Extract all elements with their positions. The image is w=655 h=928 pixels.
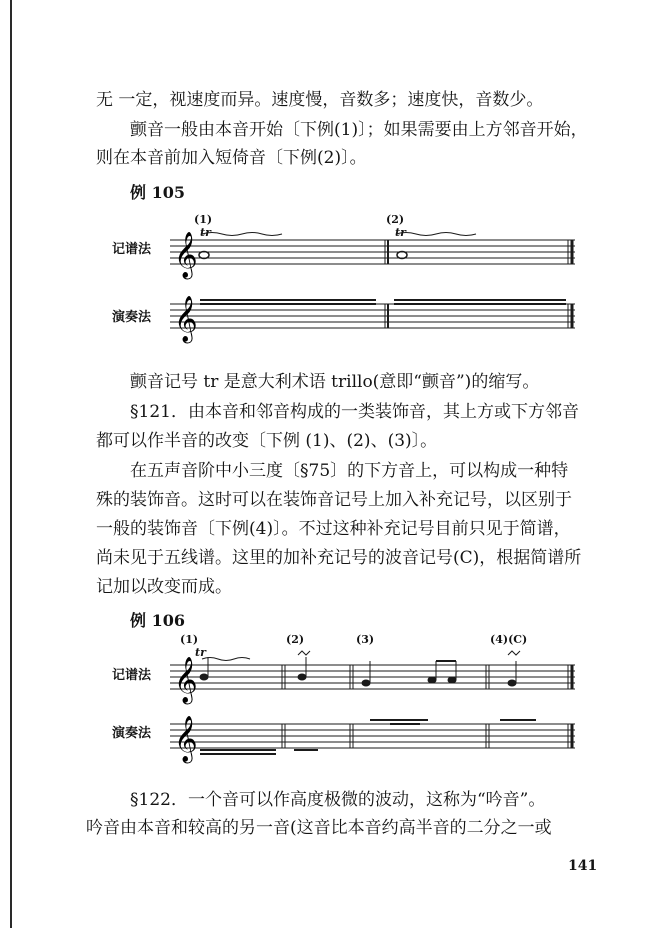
- ex106-mark-4: (4)(C): [490, 633, 528, 646]
- svg-text:𝄞: 𝄞: [174, 716, 198, 762]
- ex105-trill-2: tr: [395, 226, 406, 239]
- svg-text:𝄞: 𝄞: [174, 296, 198, 342]
- ex105-staff-notation: [170, 230, 580, 280]
- text-line-6: 都可以作半音的改变〔下例 (1)、(2)、(3)〕。: [96, 431, 438, 451]
- text-line-2: 颤音一般由本音开始〔下例(1)〕；如果需要由上方邻音开始，: [130, 120, 588, 140]
- text-line-11: 记加以改变而成。: [96, 577, 232, 597]
- ex106-label-notation: 记谱法: [112, 668, 152, 683]
- ex105-staff-performance: [170, 296, 580, 346]
- svg-text:𝄞: 𝄞: [174, 657, 198, 703]
- ex105-mark-2: (2): [386, 213, 405, 226]
- text-line-4: 颤音记号 tr 是意大利术语 trillo(意即“颤音”)的缩写。: [130, 372, 540, 392]
- ex105-trill-1: tr: [200, 226, 211, 239]
- ex106-trill-1: tr: [195, 646, 206, 659]
- text-line-3: 则在本音前加入短倚音〔下例(2)〕。: [96, 148, 367, 168]
- example-105-title: 例 105: [130, 183, 185, 202]
- text-line-10: 尚未见于五线谱。这里的加补充记号的波音记号(C)，根据简谱所: [96, 548, 582, 568]
- ex106-mark-1: (1): [180, 633, 199, 646]
- ex106-mark-2: (2): [286, 633, 305, 646]
- text-line-8: 殊的装饰音。这时可以在装饰音记号上加入补充记号，以区别于: [96, 490, 572, 510]
- text-line-12: §122．一个音可以作高度极微的波动，这称为“吟音”。: [130, 790, 546, 810]
- ex106-staff-performance: [170, 716, 580, 766]
- page-edge-line: [10, 0, 12, 928]
- text-line-1: 无 一定，视速度而异。速度慢，音数多；速度快，音数少。: [96, 90, 544, 110]
- text-line-7: 在五声音阶中小三度〔§75〕的下方音上，可以构成一种特: [130, 461, 569, 481]
- svg-text:𝄞: 𝄞: [174, 232, 198, 278]
- ex105-mark-1: (1): [194, 213, 213, 226]
- ex106-label-performance: 演奏法: [112, 726, 152, 741]
- ex106-mark-3: (3): [356, 633, 375, 646]
- ex105-label-notation: 记谱法: [112, 242, 152, 257]
- ex105-label-performance: 演奏法: [112, 310, 152, 325]
- page-number: 141: [568, 858, 598, 874]
- text-line-5: §121．由本音和邻音构成的一类装饰音，其上方或下方邻音: [130, 402, 579, 422]
- ex106-staff-notation: [170, 655, 580, 705]
- example-106-title: 例 106: [130, 611, 185, 630]
- text-line-9: 一般的装饰音〔下例(4)〕。不过这种补充记号目前只见于简谱，: [96, 519, 571, 539]
- text-line-13: 吟音由本音和较高的另一音(这音比本音约高半音的二分之一或: [86, 818, 552, 838]
